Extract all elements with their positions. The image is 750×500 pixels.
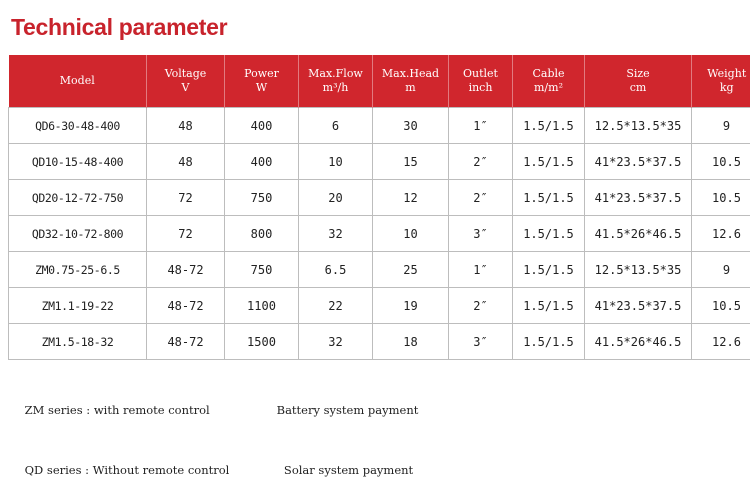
table-row [9,216,750,252]
table-row [9,288,750,324]
footnote-row [10,380,418,440]
header-size: Size cm [585,55,692,108]
cell-max-flow: 10 [299,144,373,180]
cell-size: 12.5*13.5*35 [585,108,692,144]
cell-power: 400 [225,144,299,180]
cell-cable: 1.5/1.5 [513,324,585,360]
cell-voltage: 48-72 [147,252,225,288]
cell-outlet: 2″ [449,288,513,324]
footnote-solar-payment: Solar system payment [277,460,414,480]
cell-weight: 10.5 [692,288,750,324]
cell-model: QD10-15-48-400 [9,144,147,180]
cell-cable: 1.5/1.5 [513,216,585,252]
cell-cable: 1.5/1.5 [513,180,585,216]
cell-outlet: 2″ [449,144,513,180]
cell-max-flow: 6.5 [299,252,373,288]
cell-power: 800 [225,216,299,252]
page-title: Technical parameter [11,14,227,41]
header-power: Power W [225,55,299,108]
header-cable: Cable m/m² [513,55,585,108]
cell-max-head: 19 [373,288,449,324]
table-row [9,252,750,288]
cell-max-head: 10 [373,216,449,252]
footnote-battery-payment: Battery system payment [277,400,419,420]
cell-outlet: 3″ [449,324,513,360]
header-max-flow: Max.Flow m³/h [299,55,373,108]
cell-voltage: 72 [147,180,225,216]
cell-power: 1100 [225,288,299,324]
cell-outlet: 3″ [449,216,513,252]
cell-model: QD6-30-48-400 [9,108,147,144]
cell-max-head: 30 [373,108,449,144]
cell-max-flow: 20 [299,180,373,216]
cell-model: ZM0.75-25-6.5 [9,252,147,288]
header-model: Model [9,55,147,108]
cell-max-flow: 32 [299,324,373,360]
cell-weight: 12.6 [692,216,750,252]
table-row [9,144,750,180]
cell-max-flow: 6 [299,108,373,144]
cell-model: ZM1.1-19-22 [9,288,147,324]
cell-max-head: 25 [373,252,449,288]
cell-weight: 9 [692,108,750,144]
cell-max-head: 18 [373,324,449,360]
footnote-row [10,440,418,500]
cell-voltage: 48-72 [147,288,225,324]
footnote-zm-series: ZM series : with remote control [25,400,277,420]
cell-cable: 1.5/1.5 [513,288,585,324]
cell-power: 400 [225,108,299,144]
cell-power: 750 [225,180,299,216]
cell-size: 41.5*26*46.5 [585,216,692,252]
cell-weight: 9 [692,252,750,288]
table-row [9,324,750,360]
header-max-head: Max.Head m [373,55,449,108]
cell-size: 41*23.5*37.5 [585,180,692,216]
cell-weight: 12.6 [692,324,750,360]
cell-outlet: 1″ [449,252,513,288]
table-row [9,180,750,216]
header-voltage: Voltage V [147,55,225,108]
cell-size: 41.5*26*46.5 [585,324,692,360]
cell-size: 41*23.5*37.5 [585,288,692,324]
cell-size: 12.5*13.5*35 [585,252,692,288]
cell-cable: 1.5/1.5 [513,108,585,144]
cell-max-head: 15 [373,144,449,180]
table-header-row [9,55,750,108]
footnotes [10,380,418,500]
cell-max-flow: 32 [299,216,373,252]
footnote-qd-series: QD series : Without remote control [25,460,277,480]
cell-max-head: 12 [373,180,449,216]
cell-outlet: 2″ [449,180,513,216]
header-weight: Weight kg [692,55,750,108]
cell-power: 1500 [225,324,299,360]
cell-model: QD32-10-72-800 [9,216,147,252]
cell-voltage: 72 [147,216,225,252]
technical-parameter-table [8,55,750,360]
cell-cable: 1.5/1.5 [513,144,585,180]
header-outlet: Outlet inch [449,55,513,108]
cell-power: 750 [225,252,299,288]
cell-model: ZM1.5-18-32 [9,324,147,360]
cell-weight: 10.5 [692,180,750,216]
cell-size: 41*23.5*37.5 [585,144,692,180]
cell-voltage: 48 [147,144,225,180]
table-row [9,108,750,144]
cell-cable: 1.5/1.5 [513,252,585,288]
cell-weight: 10.5 [692,144,750,180]
cell-max-flow: 22 [299,288,373,324]
cell-model: QD20-12-72-750 [9,180,147,216]
cell-voltage: 48-72 [147,324,225,360]
cell-voltage: 48 [147,108,225,144]
cell-outlet: 1″ [449,108,513,144]
